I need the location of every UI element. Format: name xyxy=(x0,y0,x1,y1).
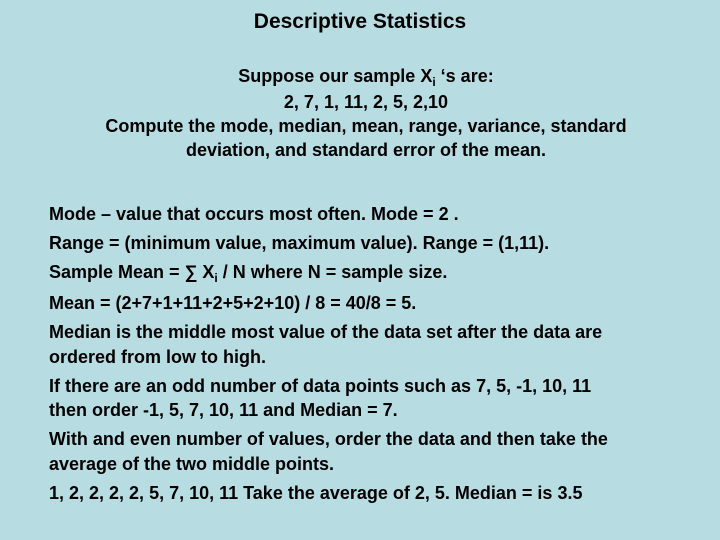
example-line: 1, 2, 2, 2, 2, 5, 7, 10, 11 Take the average of 2, 5. Median = is 3.5 xyxy=(49,482,583,503)
intro-line-task-1: Compute the mode, median, mean, range, variance, standard xyxy=(105,116,627,136)
odd-line-1: If there are an odd number of data points such as 7, 5, -1, 10, 11 xyxy=(49,375,592,396)
range-line: Range = (minimum value, maximum value). Range = (1,11). xyxy=(49,233,550,253)
sample-mean-line xyxy=(49,260,689,287)
intro-line-sample-post: ‘s are: xyxy=(435,66,494,86)
problem-statement xyxy=(40,64,692,162)
mode-line: Mode – value that occurs most often. Mode = 2 . xyxy=(49,204,459,224)
sample-mean-post: / N where N = sample size. xyxy=(217,262,448,282)
intro-line-values: 2, 7, 1, 11, 2, 5, 2,10 xyxy=(283,92,449,112)
sample-mean-pre: Sample Mean = ∑ X xyxy=(49,262,215,282)
subscript-i: i xyxy=(214,271,218,285)
page-title: Descriptive Statistics xyxy=(253,10,467,33)
intro-line-sample-pre: Suppose our sample X xyxy=(238,66,433,86)
odd-line-2: then order -1, 5, 7, 10, 11 and Median = 7. xyxy=(49,400,398,420)
median-line-2: ordered from low to high. xyxy=(49,346,266,367)
intro-line-sample xyxy=(40,64,692,90)
median-line-1: Median is the middle most value of the data set after the data are xyxy=(49,322,603,342)
explanation-body xyxy=(49,202,689,510)
even-line-2: average of the two middle points. xyxy=(49,453,335,474)
subscript-i: i xyxy=(432,75,436,89)
mean-line: Mean = (2+7+1+11+2+5+2+10) / 8 = 40/8 = 5. xyxy=(49,293,417,313)
even-line-1: With and even number of values, order the data and then take the xyxy=(49,429,608,449)
intro-line-task-2: deviation, and standard error of the mean. xyxy=(185,140,547,160)
